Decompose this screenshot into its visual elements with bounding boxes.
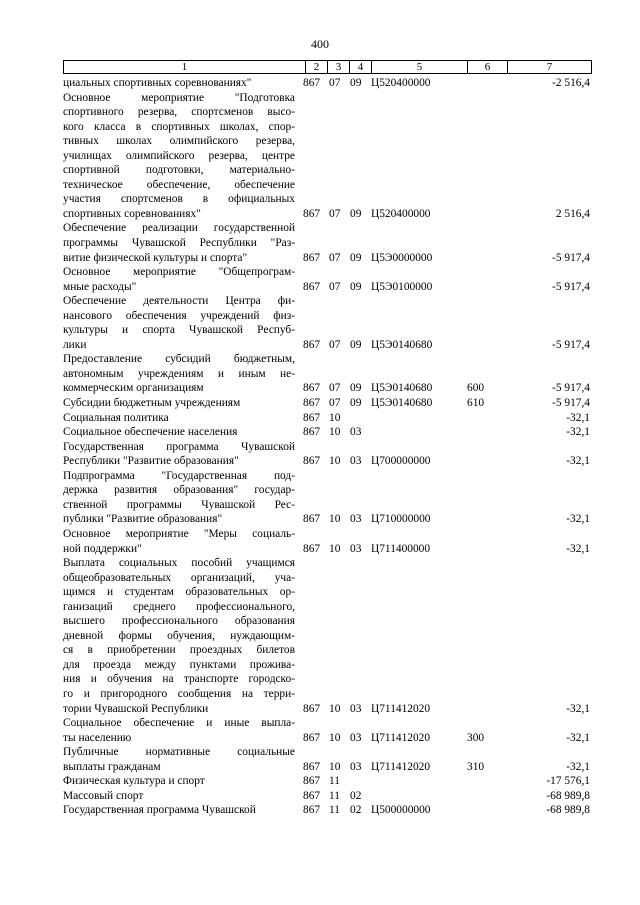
- cell-c7: -32,1: [566, 513, 590, 526]
- table-header: [63, 60, 592, 74]
- table-row: [63, 556, 592, 716]
- cell-c5: Ц500000000: [371, 804, 431, 817]
- cell-c3: 07: [329, 77, 341, 89]
- row-description: [63, 396, 295, 411]
- cell-c4: 09: [350, 338, 362, 351]
- cell-c3: 11: [329, 789, 340, 802]
- description-line: ты населению: [63, 731, 132, 744]
- description-line: училищах олимпийского резерва, центре: [63, 149, 295, 162]
- row-description: [63, 91, 295, 222]
- table-row: [63, 265, 592, 294]
- cell-c3: 07: [329, 382, 341, 395]
- cell-c7: -5 917,4: [552, 280, 590, 293]
- table-body: [63, 76, 592, 818]
- description-line: Социальное обеспечение и иные выпла-: [63, 717, 295, 730]
- description-line: нансового обеспечения учреждений физ-: [63, 309, 295, 322]
- cell-c7: -5 917,4: [552, 338, 590, 351]
- cell-c2: 867: [303, 280, 321, 293]
- table-row: [63, 774, 592, 789]
- cell-c2: 867: [303, 542, 321, 555]
- cell-c5: Ц520400000: [371, 77, 431, 89]
- row-description: [63, 411, 295, 426]
- cell-c6: 610: [467, 397, 485, 410]
- cell-c4: 09: [350, 207, 362, 220]
- cell-c3: 10: [329, 513, 341, 526]
- table-row: [63, 716, 592, 745]
- table-row: [63, 789, 592, 804]
- description-line: коммерческим организациям: [63, 382, 204, 395]
- table-row: [63, 352, 592, 396]
- description-line: спортивного резерва, спортсменов высо-: [63, 106, 295, 119]
- table-row: [63, 91, 592, 222]
- description-line: циальных спортивных соревнованиях": [63, 77, 252, 89]
- cell-c2: 867: [303, 397, 321, 410]
- cell-c3: 10: [329, 426, 341, 439]
- cell-c2: 867: [303, 804, 321, 817]
- cell-c5: Ц5Э0140680: [371, 338, 433, 351]
- description-line: Массовый спорт: [63, 789, 144, 802]
- cell-c5: Ц711412020: [371, 760, 431, 773]
- description-line: лики: [63, 338, 87, 351]
- row-description: [63, 745, 295, 774]
- cell-c2: 867: [303, 207, 321, 220]
- description-line: Обеспечение реализации государственной: [63, 222, 295, 235]
- description-line: ся в приобретении проездных билетов: [63, 644, 295, 657]
- description-line: тивных школах олимпийского резерва,: [63, 135, 295, 148]
- cell-c7: -32,1: [566, 731, 590, 744]
- cell-c7: 2 516,4: [555, 207, 590, 220]
- table-row: [63, 469, 592, 527]
- cell-c7: -68 989,8: [546, 804, 590, 817]
- description-line: ганизаций среднего профессионального,: [63, 600, 295, 613]
- description-line: спортивных соревнованиях": [63, 207, 201, 220]
- row-description: [63, 774, 295, 789]
- cell-c2: 867: [303, 338, 321, 351]
- header-col-2: 2: [306, 61, 328, 73]
- cell-c4: 03: [350, 760, 362, 773]
- row-description: [63, 556, 295, 716]
- table-row: [63, 425, 592, 440]
- description-line: публики "Развитие образования": [63, 513, 223, 526]
- cell-c4: 09: [350, 280, 362, 293]
- description-line: щимся и студентам образовательных ор-: [63, 586, 295, 599]
- description-line: Основное мероприятие "Меры социаль-: [63, 527, 295, 540]
- cell-c2: 867: [303, 760, 321, 773]
- cell-c7: -2 516,4: [552, 77, 590, 89]
- description-line: для проезда между пунктами прожива-: [63, 658, 295, 671]
- cell-c4: 03: [350, 455, 362, 468]
- cell-c2: 867: [303, 731, 321, 744]
- cell-c4: 03: [350, 426, 362, 439]
- page-number: 400: [311, 37, 329, 51]
- description-line: Государственная программа Чувашской: [63, 804, 256, 817]
- cell-c5: Ц710000000: [371, 513, 431, 526]
- header-col-1: 1: [64, 61, 306, 73]
- cell-c6: 310: [467, 760, 485, 773]
- cell-c5: Ц5Э0140680: [371, 382, 433, 395]
- cell-c4: 03: [350, 542, 362, 555]
- cell-c5: Ц5Э0100000: [371, 280, 433, 293]
- cell-c5: Ц700000000: [371, 455, 431, 468]
- cell-c3: 10: [329, 702, 341, 715]
- cell-c2: 867: [303, 382, 321, 395]
- cell-c4: 03: [350, 731, 362, 744]
- cell-c4: 03: [350, 702, 362, 715]
- cell-c3: 11: [329, 775, 340, 788]
- description-line: выплаты гражданам: [63, 760, 161, 773]
- cell-c2: 867: [303, 513, 321, 526]
- description-line: общеобразовательных организаций, уча-: [63, 571, 295, 584]
- row-description: [63, 789, 295, 804]
- description-line: Субсидии бюджетным учреждениям: [63, 397, 241, 410]
- description-line: тории Чувашской Республики: [63, 702, 209, 715]
- description-line: Физическая культура и спорт: [63, 775, 205, 788]
- row-description: [63, 294, 295, 352]
- description-line: Обеспечение деятельности Центра фи-: [63, 295, 295, 308]
- row-description: [63, 76, 295, 91]
- description-line: программы Чувашской Республики "Раз-: [63, 237, 295, 250]
- description-line: кого класса в спортивных школах, спор-: [63, 120, 295, 133]
- cell-c3: 10: [329, 455, 341, 468]
- cell-c4: 09: [350, 251, 362, 264]
- header-col-3: 3: [328, 61, 350, 73]
- cell-c7: -32,1: [566, 426, 590, 439]
- cell-c4: 09: [350, 397, 362, 410]
- description-line: Социальная политика: [63, 411, 169, 424]
- cell-c4: 09: [350, 382, 362, 395]
- row-description: [63, 265, 295, 294]
- table-row: [63, 440, 592, 469]
- description-line: техническое обеспечение, обеспечение: [63, 178, 295, 191]
- header-col-6: 6: [468, 61, 508, 73]
- cell-c4: 03: [350, 513, 362, 526]
- description-line: Предоставление субсидий бюджетным,: [63, 353, 295, 366]
- cell-c4: 02: [350, 789, 362, 802]
- description-line: дневной формы обучения, нуждающим-: [63, 629, 295, 642]
- cell-c2: 867: [303, 789, 321, 802]
- header-col-4: 4: [350, 61, 372, 73]
- cell-c5: Ц711412020: [371, 731, 431, 744]
- cell-c3: 07: [329, 207, 341, 220]
- cell-c7: -32,1: [566, 411, 590, 424]
- cell-c7: -5 917,4: [552, 251, 590, 264]
- table-row: [63, 396, 592, 411]
- description-line: Республики "Развитие образования": [63, 455, 239, 468]
- header-col-5: 5: [372, 61, 468, 73]
- description-line: Основное мероприятие "Подготовка: [63, 91, 295, 104]
- cell-c3: 10: [329, 731, 341, 744]
- cell-c6: 300: [467, 731, 485, 744]
- description-line: Основное мероприятие "Общепрограм-: [63, 266, 295, 279]
- cell-c2: 867: [303, 702, 321, 715]
- description-line: ния и обучения на транспорте городско-: [63, 673, 295, 686]
- cell-c7: -5 917,4: [552, 397, 590, 410]
- description-line: ственной программы Чувашской Рес-: [63, 498, 295, 511]
- cell-c4: 09: [350, 77, 362, 89]
- row-description: [63, 425, 295, 440]
- row-description: [63, 440, 295, 469]
- description-line: держка развития образования" государ-: [63, 484, 295, 497]
- description-line: автономным учреждениям и иным не-: [63, 367, 295, 380]
- cell-c7: -68 989,8: [546, 789, 590, 802]
- cell-c2: 867: [303, 426, 321, 439]
- row-description: [63, 352, 295, 396]
- cell-c5: Ц5Э0140680: [371, 397, 433, 410]
- description-line: участия спортсменов в официальных: [63, 193, 295, 206]
- table-row: [63, 76, 592, 91]
- cell-c3: 10: [329, 760, 341, 773]
- table-row: [63, 527, 592, 556]
- table-row: [63, 411, 592, 426]
- description-line: высшего профессионального образования: [63, 615, 295, 628]
- table-row: [63, 745, 592, 774]
- row-description: [63, 469, 295, 527]
- cell-c7: -32,1: [566, 702, 590, 715]
- table-row: [63, 294, 592, 352]
- cell-c2: 867: [303, 251, 321, 264]
- description-line: Выплата социальных пособий учащимся: [63, 557, 295, 570]
- cell-c3: 07: [329, 338, 341, 351]
- cell-c5: Ц711400000: [371, 542, 431, 555]
- cell-c5: Ц5Э0000000: [371, 251, 433, 264]
- cell-c3: 11: [329, 804, 340, 817]
- cell-c3: 07: [329, 397, 341, 410]
- cell-c7: -32,1: [566, 760, 590, 773]
- description-line: Публичные нормативные социальные: [63, 746, 295, 759]
- table-row: [63, 221, 592, 265]
- cell-c5: Ц520400000: [371, 207, 431, 220]
- cell-c7: -32,1: [566, 455, 590, 468]
- description-line: культуры и спорта Чувашской Респуб-: [63, 324, 295, 337]
- row-description: [63, 803, 295, 818]
- cell-c4: 02: [350, 804, 362, 817]
- table-row: [63, 803, 592, 818]
- description-line: Подпрограмма "Государственная под-: [63, 469, 295, 482]
- description-line: го и пригородного сообщения на терри-: [63, 687, 295, 700]
- cell-c6: 600: [467, 382, 485, 395]
- cell-c3: 07: [329, 251, 341, 264]
- cell-c3: 10: [329, 411, 341, 424]
- cell-c7: -32,1: [566, 542, 590, 555]
- cell-c3: 10: [329, 542, 341, 555]
- cell-c7: -5 917,4: [552, 382, 590, 395]
- cell-c2: 867: [303, 411, 321, 424]
- description-line: Социальное обеспечение населения: [63, 426, 238, 439]
- row-description: [63, 221, 295, 265]
- row-description: [63, 716, 295, 745]
- description-line: Государственная программа Чувашской: [63, 440, 295, 453]
- row-description: [63, 527, 295, 556]
- header-col-7: 7: [546, 61, 553, 73]
- cell-c5: Ц711412020: [371, 702, 431, 715]
- description-line: витие физической культуры и спорта": [63, 251, 248, 264]
- description-line: ной поддержки": [63, 542, 142, 555]
- description-line: спортивной подготовки, материально-: [63, 164, 295, 177]
- cell-c2: 867: [303, 455, 321, 468]
- cell-c2: 867: [303, 77, 321, 89]
- description-line: мные расходы": [63, 280, 137, 293]
- cell-c3: 07: [329, 280, 341, 293]
- cell-c2: 867: [303, 775, 321, 788]
- cell-c7: -17 576,1: [546, 775, 590, 788]
